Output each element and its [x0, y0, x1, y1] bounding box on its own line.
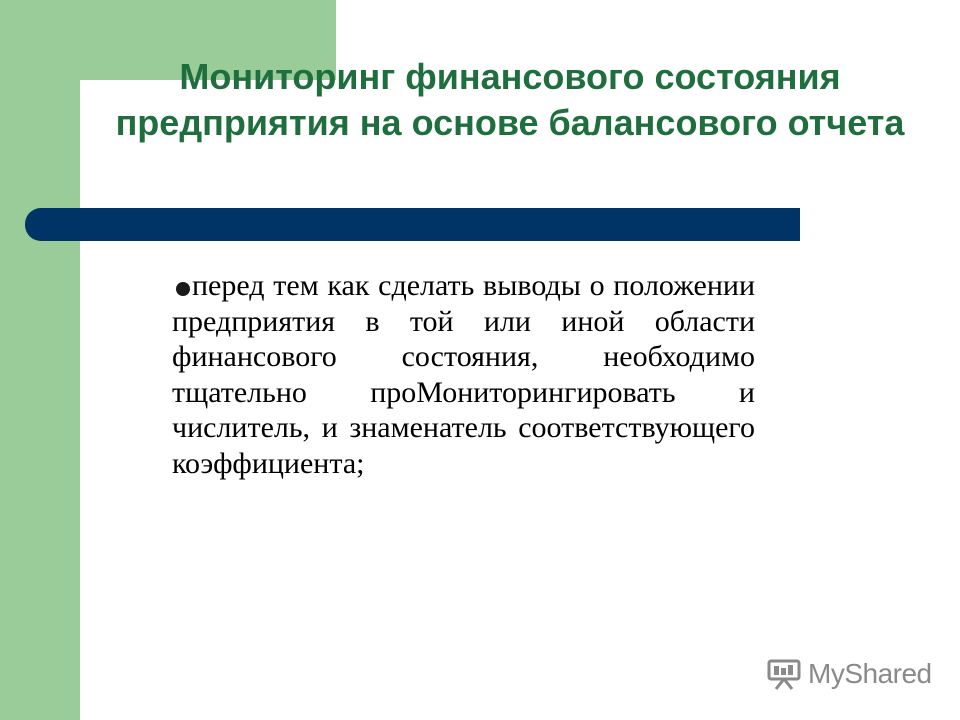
watermark-brand-text: MyShared	[808, 658, 932, 689]
title-divider-bar	[25, 208, 800, 241]
bullet-list-item	[172, 268, 755, 481]
myshared-watermark	[766, 654, 932, 694]
bullet-dot-icon	[176, 282, 190, 296]
left-green-sidebar	[0, 0, 80, 720]
bullet-text: перед тем как сделать выводы о положении предприятия в той или иной области финансового состояния, необходимо тщательно проМониторингировать и числитель, и знаменатель соответствующего коэффициента;	[172, 269, 755, 480]
presentation-board-icon	[766, 658, 802, 690]
slide-title: Мониторинг финансового состояния предприятия на основе балансового отчета	[115, 56, 905, 143]
